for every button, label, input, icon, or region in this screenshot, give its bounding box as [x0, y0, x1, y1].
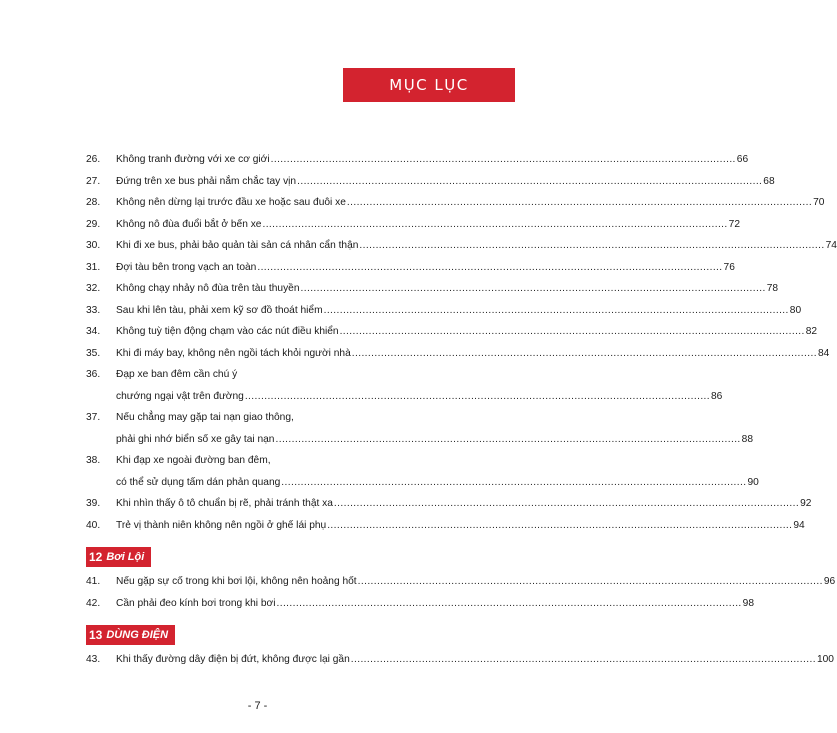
- entry-title: Khi đạp xe ngoài đường ban đêm,: [116, 455, 271, 466]
- entry-title: Không nô đùa đuổi bắt ở bến xe: [116, 218, 262, 230]
- toc-title: MỤC LỤC: [389, 76, 469, 94]
- section-title: DÙNG ĐIỆN: [106, 629, 169, 641]
- entry-line: [116, 214, 740, 236]
- dot-leader: [276, 593, 741, 615]
- entry-line: [116, 472, 759, 494]
- dot-leader: [275, 429, 740, 451]
- dot-leader: [327, 515, 792, 537]
- entry-body: [116, 593, 754, 615]
- entry-number: 30.: [86, 240, 101, 251]
- entry-page-number: 84: [817, 347, 830, 359]
- entry-title: phải ghi nhớ biển số xe gây tai nạn: [116, 433, 275, 445]
- entry-number: 42.: [86, 597, 101, 609]
- entry-page-number: 96: [823, 576, 836, 587]
- entry-line: [116, 171, 775, 193]
- entry-line: [116, 515, 805, 537]
- dot-leader: [334, 493, 799, 515]
- entry-line: [116, 429, 753, 451]
- entry-line: [116, 235, 837, 257]
- toc-entry[interactable]: [86, 300, 802, 322]
- entry-line: [116, 407, 753, 429]
- entry-number: 37.: [86, 412, 101, 423]
- section-heading-13: [86, 624, 456, 646]
- toc-entry[interactable]: [86, 321, 818, 343]
- entry-number: 27.: [86, 175, 101, 187]
- entry-page-number: 74: [825, 240, 837, 251]
- entry-body: [116, 149, 748, 171]
- dot-leader: [281, 472, 746, 494]
- toc-entry[interactable]: [86, 450, 759, 493]
- entry-body: [116, 214, 740, 236]
- dot-leader: [358, 571, 823, 593]
- section-heading-12: [86, 546, 456, 568]
- dot-leader: [340, 321, 805, 343]
- entry-number: 40.: [86, 519, 101, 531]
- entry-number: 32.: [86, 283, 101, 294]
- entry-line: [116, 149, 748, 171]
- entry-number: 41.: [86, 576, 101, 587]
- entry-body: [116, 515, 805, 537]
- entry-title: Sau khi lên tàu, phải xem kỹ sơ đồ thoát hiểm: [116, 304, 323, 316]
- toc-entry[interactable]: [86, 278, 779, 300]
- toc-entry[interactable]: [86, 515, 805, 537]
- toc-entry[interactable]: [86, 364, 723, 407]
- section-badge: [86, 625, 175, 645]
- toc-entry[interactable]: [86, 343, 830, 365]
- dot-leader: [271, 149, 736, 171]
- entry-title: Khi thấy đường dây điện bị đứt, không được lại gần: [116, 654, 350, 665]
- toc-group: [86, 571, 836, 614]
- entry-number: 35.: [86, 347, 101, 359]
- entry-body: [116, 407, 753, 450]
- entry-title: Không nên dừng lại trước đầu xe hoặc sau đuôi xe: [116, 197, 346, 208]
- entry-title: Đứng trên xe bus phải nắm chắc tay vịn: [116, 175, 297, 187]
- toc-group: [86, 649, 834, 671]
- entry-body: [116, 300, 801, 322]
- dot-leader: [301, 278, 766, 300]
- entry-body: [116, 364, 722, 407]
- dot-leader: [359, 235, 824, 257]
- entry-title: Đợi tàu bên trong vạch an toàn: [116, 261, 257, 273]
- section-badge: [86, 547, 151, 567]
- entry-title: Khi đi xe bus, phải bảo quản tài sản cá nhân cẩn thận: [116, 240, 359, 251]
- entry-number: 33.: [86, 304, 101, 316]
- entry-page-number: 88: [741, 433, 754, 445]
- entry-number: 36.: [86, 369, 101, 380]
- toc-entry[interactable]: [86, 593, 755, 615]
- entry-page-number: 72: [728, 218, 740, 230]
- entry-line: [116, 343, 829, 365]
- entry-title: Không chạy nhảy nô đùa trên tàu thuyền: [116, 283, 300, 294]
- entry-body: [116, 571, 835, 593]
- entry-line: [116, 493, 811, 515]
- entry-body: [116, 321, 817, 343]
- entry-number: 29.: [86, 218, 101, 230]
- toc-entry[interactable]: [86, 235, 837, 257]
- dot-leader: [352, 343, 817, 365]
- dot-leader: [324, 300, 789, 322]
- entry-page-number: 82: [805, 326, 818, 337]
- entry-page-number: 66: [736, 154, 749, 165]
- dot-leader: [262, 214, 727, 236]
- entry-line: [116, 192, 824, 214]
- entry-page-number: 76: [723, 261, 735, 273]
- entry-line: [116, 450, 759, 472]
- entry-body: [116, 235, 837, 257]
- entry-body: [116, 278, 778, 300]
- entry-body: [116, 450, 759, 493]
- page-number: - 7 -: [247, 700, 268, 712]
- toc-entry[interactable]: [86, 649, 834, 671]
- entry-page-number: 98: [742, 597, 755, 609]
- toc-entry[interactable]: [86, 192, 825, 214]
- dot-leader: [351, 649, 816, 671]
- entry-page-number: 78: [766, 283, 779, 294]
- entry-line: [116, 364, 722, 386]
- section-number: 13: [89, 628, 103, 642]
- entry-line: [116, 649, 834, 671]
- entry-body: [116, 493, 811, 515]
- entry-title: Cần phải đeo kính bơi trong khi bơi: [116, 597, 276, 609]
- toc-entry[interactable]: [86, 571, 836, 593]
- entry-number: 31.: [86, 261, 101, 273]
- entry-line: [116, 257, 735, 279]
- entry-body: [116, 343, 829, 365]
- toc-entry[interactable]: [86, 257, 735, 279]
- entry-line: [116, 593, 754, 615]
- entry-number: 39.: [86, 498, 101, 509]
- entry-number: 26.: [86, 154, 101, 165]
- entry-title: chướng ngại vật trên đường: [116, 390, 244, 402]
- toc-entry[interactable]: [86, 171, 775, 193]
- section-title: Bơi Lội: [106, 551, 145, 563]
- entry-line: [116, 386, 722, 408]
- toc-entry[interactable]: [86, 493, 812, 515]
- entry-body: [116, 171, 775, 193]
- entry-title: Nếu chẳng may gặp tai nạn giao thông,: [116, 412, 294, 423]
- entry-body: [116, 257, 735, 279]
- entry-line: [116, 321, 817, 343]
- dot-leader: [257, 257, 722, 279]
- toc-group: [86, 149, 837, 536]
- entry-title: Đạp xe ban đêm cần chú ý: [116, 369, 238, 380]
- entry-title: Trẻ vị thành niên không nên ngồi ở ghế lái phụ: [116, 519, 327, 531]
- toc-entry[interactable]: [86, 149, 749, 171]
- section-number: 12: [89, 550, 103, 564]
- dot-leader: [347, 192, 812, 214]
- entry-line: [116, 300, 801, 322]
- entry-number: 28.: [86, 197, 101, 208]
- entry-title: Nếu gặp sự cố trong khi bơi lội, không nên hoảng hốt: [116, 576, 357, 587]
- entry-page-number: 86: [711, 390, 723, 402]
- entry-page-number: 90: [747, 476, 759, 488]
- dot-leader: [297, 171, 762, 193]
- entry-page-number: 94: [793, 519, 805, 531]
- entry-body: [116, 649, 834, 671]
- entry-page-number: 92: [800, 498, 812, 509]
- dot-leader: [245, 386, 710, 408]
- entry-line: [116, 278, 778, 300]
- entry-page-number: 68: [763, 175, 775, 187]
- entry-title: Khi đi máy bay, không nên ngồi tách khỏi người nhà: [116, 347, 351, 359]
- toc-entry[interactable]: [86, 407, 754, 450]
- entry-number: 38.: [86, 455, 101, 466]
- toc-header-banner: [343, 68, 515, 102]
- entry-title: Khi nhìn thấy ô tô chuẩn bị rẽ, phải tránh thật xa: [116, 498, 333, 509]
- entry-number: 43.: [86, 654, 101, 665]
- entry-line: [116, 571, 835, 593]
- entry-title: Không tranh đường với xe cơ giới: [116, 154, 270, 165]
- table-of-contents: [86, 149, 837, 671]
- entry-body: [116, 192, 824, 214]
- entry-title: có thể sử dụng tấm dán phản quang: [116, 476, 281, 488]
- entry-page-number: 80: [789, 304, 802, 316]
- entry-title: Không tuỳ tiện động chạm vào các nút điều khiển: [116, 326, 339, 337]
- entry-page-number: 70: [813, 197, 825, 208]
- toc-entry[interactable]: [86, 214, 740, 236]
- entry-page-number: 100: [816, 654, 834, 665]
- entry-number: 34.: [86, 326, 101, 337]
